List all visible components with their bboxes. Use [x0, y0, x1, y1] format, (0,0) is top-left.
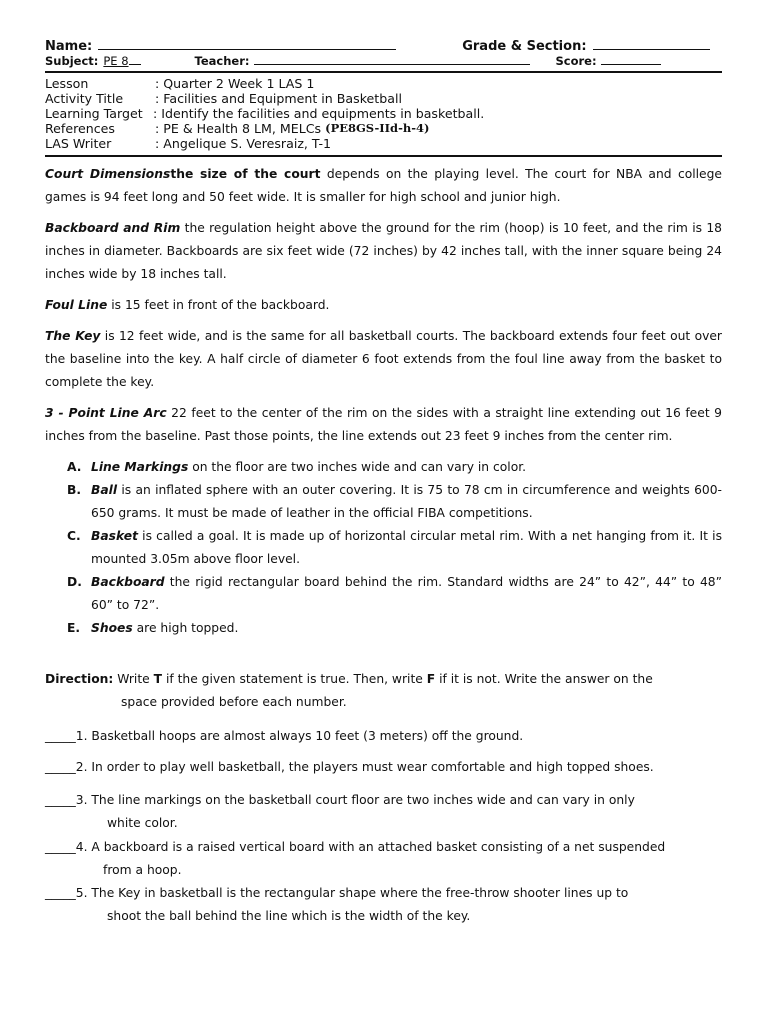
list-letter: A.	[67, 460, 82, 474]
term: Backboard and Rim	[45, 221, 181, 235]
list-letter: E.	[67, 621, 81, 635]
info-value: Angelique S. Veresraiz, T-1	[163, 136, 332, 151]
true-letter: T	[153, 672, 163, 686]
info-sep: :	[153, 106, 158, 121]
paragraph-text: depends on the playing level. The court for NBA and college games is 94 feet long and 50 feet wide. It is smaller for high school and junior high.	[45, 167, 722, 204]
direction-text: if the given statement is true. Then, write	[162, 672, 427, 686]
grade-section-blank[interactable]	[593, 37, 710, 50]
list-item	[67, 479, 722, 525]
info-key: Learning Target	[45, 106, 143, 121]
score-label: Score:	[555, 54, 597, 68]
answer-blank[interactable]: _____	[45, 760, 76, 774]
score-blank[interactable]	[601, 54, 661, 65]
teacher-blank[interactable]	[254, 54, 530, 65]
info-row-learning-target	[45, 106, 722, 121]
list-item	[67, 571, 722, 617]
question-item	[45, 882, 722, 928]
direction-text: if it is not. Write the answer on the	[435, 672, 653, 686]
melc-code: (PE8GS-IId-h-4)	[325, 121, 430, 135]
subject-label: Subject:	[45, 54, 99, 68]
list-letter: B.	[67, 483, 82, 497]
info-value: Quarter 2 Week 1 LAS 1	[163, 76, 315, 91]
info-value: PE & Health 8 LM, MELCs	[163, 121, 322, 136]
list-text: on the floor are two inches wide and can vary in color.	[188, 460, 527, 474]
header-row-name	[45, 37, 722, 54]
list-text: the rigid rectangular board behind the rim. Standard widths are 24” to 42”, 44” to 48” 60” to 72”.	[91, 575, 722, 612]
info-key: References	[45, 121, 115, 136]
info-value: Facilities and Equipment in Basketball	[163, 91, 402, 106]
question-text-cont: white color.	[107, 816, 178, 830]
name-label: Name:	[45, 39, 93, 54]
question-item	[45, 756, 722, 779]
question-text-cont: from a hoop.	[103, 863, 182, 877]
term: Backboard	[91, 575, 165, 589]
info-key: Activity Title	[45, 91, 124, 106]
direction-text: Write	[113, 672, 154, 686]
list-text: is called a goal. It is made up of horizontal circular metal rim. With a net hanging from it. It is mounted 3.05m above floor level.	[91, 529, 722, 566]
paragraph-text: the regulation height above the ground for the rim (hoop) is 10 feet, and the rim is 18 inches in diameter. Backboards are six feet wide (72 inches) by 42 inches tall, with the inner square being 24 inches wide by 18 inches tall.	[45, 221, 722, 281]
paragraph-text: is 12 feet wide, and is the same for all basketball courts. The backboard extends four feet out over the baseline into the key. A half circle of diameter 6 foot extends from the foul line away from the basket to complete the key.	[45, 329, 722, 389]
lesson-body	[45, 163, 722, 640]
question-text: 4. A backboard is a raised vertical board with an attached basket consisting of a net suspended	[75, 840, 666, 854]
answer-blank[interactable]: _____	[45, 793, 76, 807]
term: Shoes	[91, 621, 133, 635]
term: Ball	[91, 483, 118, 497]
subject-value: PE 8	[103, 54, 129, 68]
info-sep: :	[155, 76, 160, 91]
subject-blank[interactable]	[129, 54, 141, 65]
term: The Key	[45, 329, 101, 343]
term: Basket	[91, 529, 138, 543]
question-item	[45, 789, 722, 835]
lesson-info	[45, 73, 722, 155]
term: Court Dimensions	[45, 167, 171, 181]
term: Line Markings	[91, 460, 189, 474]
direction-line-2: space provided before each number.	[121, 695, 347, 709]
direction-block	[45, 668, 722, 714]
paragraph-three-point-arc	[45, 402, 722, 448]
list-text: are high topped.	[132, 621, 239, 635]
direction-label: Direction:	[45, 672, 114, 686]
info-row-lesson	[45, 76, 722, 91]
answer-blank[interactable]: _____	[45, 840, 76, 854]
info-row-activity-title	[45, 91, 722, 106]
question-text: 3. The line markings on the basketball court floor are two inches wide and can vary in only	[75, 793, 635, 807]
teacher-label: Teacher:	[194, 54, 250, 68]
paragraph-text: 22 feet to the center of the rim on the sides with a straight line extending out 16 feet 9 inches from the baseline. Past those points, the line extends out 23 feet 9 inches from the center rim.	[45, 406, 722, 443]
question-item	[45, 836, 722, 882]
list-item	[67, 456, 722, 479]
false-letter: F	[426, 672, 436, 686]
paragraph-foul-line	[45, 294, 722, 317]
equipment-list	[67, 456, 722, 640]
paragraph-backboard-rim	[45, 217, 722, 286]
answer-blank[interactable]: _____	[45, 729, 76, 743]
question-text-cont: shoot the ball behind the line which is the width of the key.	[107, 909, 471, 923]
term: Foul Line	[45, 298, 108, 312]
list-letter: C.	[67, 529, 81, 543]
paragraph-text: is 15 feet in front of the backboard.	[107, 298, 330, 312]
list-letter: D.	[67, 575, 82, 589]
info-key: Lesson	[45, 76, 89, 91]
bold-phrase: the size of the court	[170, 167, 321, 181]
list-text: is an inflated sphere with an outer covering. It is 75 to 78 cm in circumference and weights 600-650 grams. It must be made of leather in the official FIBA competitions.	[91, 483, 722, 520]
info-value: Identify the facilities and equipments in basketball.	[161, 106, 485, 121]
true-false-items	[45, 725, 722, 928]
paragraph-the-key	[45, 325, 722, 394]
term: 3 - Point Line Arc	[45, 406, 167, 420]
worksheet-page	[45, 37, 722, 936]
name-blank[interactable]	[98, 37, 396, 50]
list-item	[67, 525, 722, 571]
answer-blank[interactable]: _____	[45, 886, 76, 900]
list-item	[67, 617, 722, 640]
question-text: 2. In order to play well basketball, the players must wear comfortable and high topped shoes.	[75, 760, 654, 774]
question-text: 1. Basketball hoops are almost always 10 feet (3 meters) off the ground.	[75, 729, 524, 743]
info-sep: :	[155, 121, 160, 136]
info-sep: :	[155, 91, 160, 106]
direction-line-1	[45, 668, 722, 691]
info-key: LAS Writer	[45, 136, 112, 151]
question-text: 5. The Key in basketball is the rectangular shape where the free-throw shooter lines up to	[75, 886, 629, 900]
info-row-references	[45, 121, 722, 136]
info-row-las-writer	[45, 136, 722, 151]
info-sep: :	[155, 136, 160, 151]
info-divider	[45, 155, 722, 157]
header-row-subject	[45, 54, 722, 69]
paragraph-court-dimensions	[45, 163, 722, 209]
question-item	[45, 725, 722, 748]
grade-section-label: Grade & Section:	[462, 39, 587, 54]
